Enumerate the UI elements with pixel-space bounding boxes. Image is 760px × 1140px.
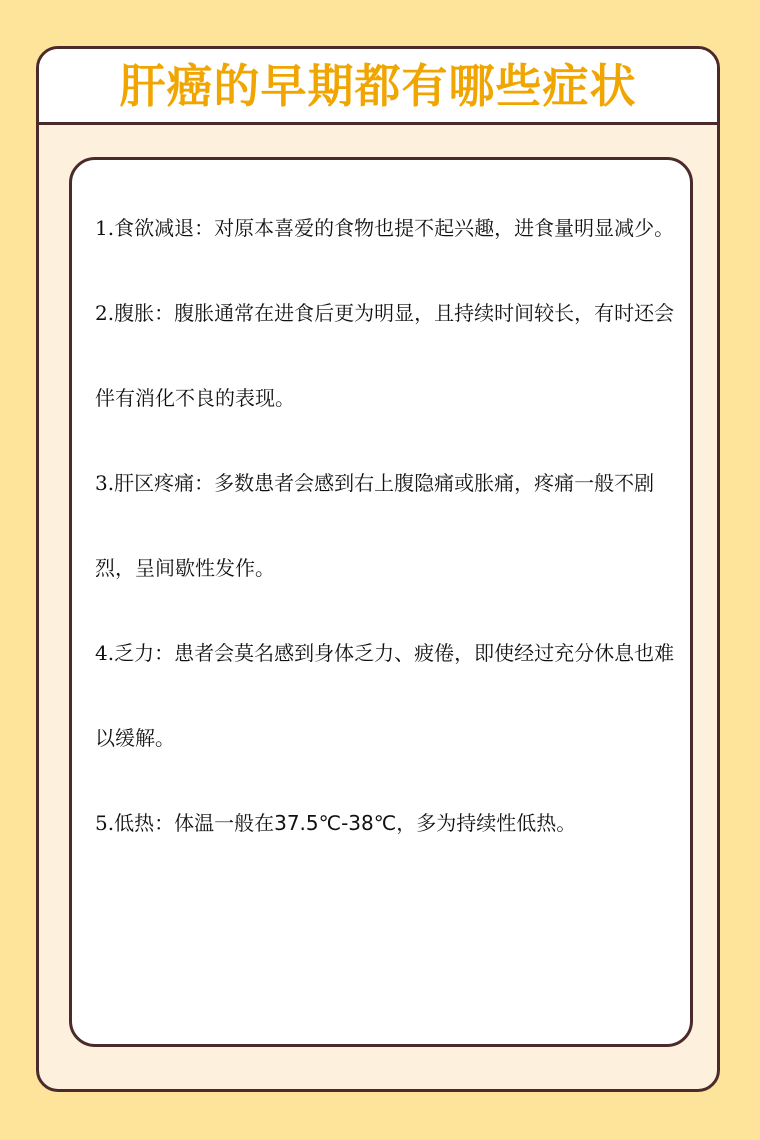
symptom-item — [95, 781, 675, 866]
symptom-text: 低热：体温一般在37.5℃-38℃，多为持续性低热。 — [114, 811, 577, 835]
symptom-list — [95, 186, 675, 866]
symptom-number: 1. — [95, 216, 115, 240]
outer-card — [36, 46, 720, 1092]
symptom-text: 腹胀：腹胀通常在进食后更为明显，且持续时间较长，有时还会伴有消化不良的表现。 — [95, 301, 675, 410]
title-bar — [39, 49, 717, 125]
symptom-item — [95, 441, 675, 611]
symptom-text: 乏力：患者会莫名感到身体乏力、疲倦，即使经过充分休息也难以缓解。 — [95, 641, 675, 750]
symptom-number: 3. — [95, 471, 115, 495]
symptom-text: 食欲减退：对原本喜爱的食物也提不起兴趣，进食量明显减少。 — [114, 216, 675, 240]
symptom-number: 2. — [95, 301, 115, 325]
symptom-number: 4. — [95, 641, 115, 665]
content-card — [69, 157, 693, 1047]
symptom-number: 5. — [95, 811, 115, 835]
symptom-item — [95, 186, 675, 271]
symptom-item — [95, 271, 675, 441]
symptom-text: 肝区疼痛：多数患者会感到右上腹隐痛或胀痛，疼痛一般不剧烈，呈间歇性发作。 — [95, 471, 655, 580]
symptom-item — [95, 611, 675, 781]
page-title: 肝癌的早期都有哪些症状 — [119, 58, 637, 113]
